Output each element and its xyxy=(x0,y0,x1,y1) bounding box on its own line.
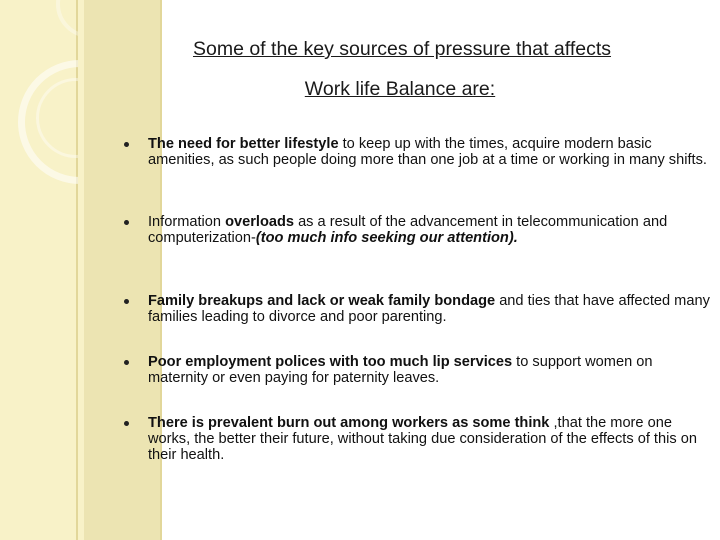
slide-title-line-2: Work life Balance are: xyxy=(304,78,496,100)
bullet-item-burnout xyxy=(124,415,710,463)
bullet-text: to support women on maternity or even paying for paternity leaves. xyxy=(148,354,653,386)
bullet-text: Information xyxy=(148,214,226,230)
bullet-item-lifestyle xyxy=(124,136,710,168)
bullet-text: as a result of the advancement in telecommunication and computerization- xyxy=(148,214,668,246)
bullet-text: and ties that have affected many families leading to divorce and poor parenting. xyxy=(148,293,710,325)
bullet-item-family xyxy=(124,293,710,325)
bullet-icon xyxy=(124,299,129,304)
bullet-icon xyxy=(124,142,129,147)
slide-title-line-1: Some of the key sources of pressure that affects xyxy=(192,38,612,60)
bullet-text: to keep up with the times, acquire modern basic amenities, as such people doing more than one job at a time or working in many shifts. xyxy=(148,136,707,168)
bullet-icon xyxy=(124,220,129,225)
bullet-item-overloads xyxy=(124,214,710,246)
bullet-icon xyxy=(124,360,129,365)
bullet-item-employment xyxy=(124,354,710,386)
bullet-emphasis: The need for better lifestyle xyxy=(148,136,339,152)
bullet-emphasis: overloads xyxy=(225,214,295,230)
bullet-emphasis: Poor employment polices with too much lip services xyxy=(148,354,513,370)
bullet-emphasis: There is prevalent burn out among workers as some think xyxy=(148,415,550,431)
bullet-icon xyxy=(124,421,129,426)
decorative-side-panel xyxy=(0,0,78,540)
bullet-emphasis-italic: (too much info seeking our attention). xyxy=(255,230,518,246)
bullet-emphasis: Family breakups and lack or weak family bondage xyxy=(148,293,496,309)
bullet-text: ,that the more one works, the better their future, without taking due consideration of the effects of this on their health. xyxy=(148,415,697,463)
